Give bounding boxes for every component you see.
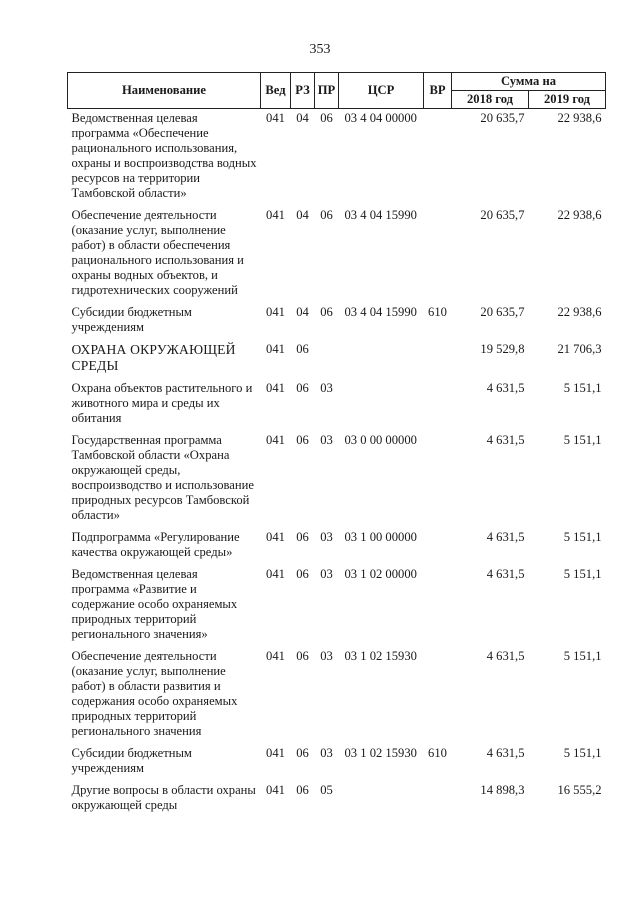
header-pr: ПР [315, 73, 339, 109]
row-ved: 041 [266, 783, 285, 797]
header-rz: РЗ [291, 73, 315, 109]
row-name: Другие вопросы в области охраны окружающей среды [71, 783, 256, 812]
page-number: 353 [309, 42, 331, 57]
row-sum-2019: 22 938,6 [557, 208, 602, 222]
row-pr: 05 [320, 783, 333, 797]
row-pr: 06 [320, 305, 333, 319]
row-pr: 06 [320, 208, 333, 222]
row-sum-2018: 20 635,7 [480, 111, 525, 125]
table-row [68, 744, 606, 781]
header-ved: Вед [261, 73, 291, 109]
row-name: Субсидии бюджетным учреждениям [71, 746, 192, 775]
table-header [68, 73, 606, 109]
table-row [68, 379, 606, 431]
row-sum-2019: 5 151,1 [563, 381, 602, 395]
row-csr: 03 0 00 00000 [344, 433, 417, 447]
row-sum-2018: 20 635,7 [480, 208, 525, 222]
row-csr [339, 379, 424, 431]
row-vr [424, 379, 452, 431]
row-csr: 03 1 00 00000 [344, 530, 417, 544]
row-name: Обеспечение деятельности (оказание услуг, выполнение работ) в области развития и содержания особо охраняемых природных территорий регионального значения [71, 649, 238, 738]
row-sum-2018: 4 631,5 [486, 746, 525, 760]
table-body [68, 109, 606, 819]
row-name: Субсидии бюджетным учреждениям [71, 305, 192, 334]
row-rz: 06 [296, 433, 309, 447]
table-row [68, 303, 606, 340]
row-vr: 610 [428, 746, 447, 760]
row-vr [424, 109, 452, 207]
row-sum-2019: 5 151,1 [563, 433, 602, 447]
header-sum: Сумма на [452, 73, 606, 91]
row-vr: 610 [428, 305, 447, 319]
row-name: Обеспечение деятельности (оказание услуг, выполнение работ) в области обеспечения рационального использования и охраны водных объектов, и гидротехнических сооружений [71, 208, 244, 297]
row-rz: 04 [296, 111, 309, 125]
row-name: Государственная программа Тамбовской области «Охрана окружающей среды, воспроизводство и использование природных ресурсов Тамбовской области» [71, 433, 254, 522]
row-rz: 06 [296, 342, 309, 356]
table-row [68, 528, 606, 565]
row-sum-2019: 21 706,3 [557, 342, 602, 356]
row-sum-2018: 20 635,7 [480, 305, 525, 319]
row-name: Ведомственная целевая программа «Обеспечение рационального использования, охраны и воспроизводства водных ресурсов на территории Тамбовской области» [71, 111, 257, 200]
row-sum-2019: 5 151,1 [563, 746, 602, 760]
row-ved: 041 [266, 208, 285, 222]
row-name: Ведомственная целевая программа «Развитие и содержание особо охраняемых природных территорий регионального значения» [71, 567, 238, 641]
row-ved: 041 [266, 305, 285, 319]
row-rz: 06 [296, 649, 309, 663]
table-row [68, 340, 606, 379]
row-sum-2018: 14 898,3 [480, 783, 525, 797]
table-row [68, 206, 606, 303]
row-pr: 03 [320, 649, 333, 663]
row-sum-2019: 5 151,1 [563, 649, 602, 663]
row-rz: 06 [296, 381, 309, 395]
header-year-2019: 2019 год [529, 91, 606, 109]
row-vr [424, 206, 452, 303]
row-rz: 06 [296, 567, 309, 581]
row-rz: 06 [296, 783, 309, 797]
row-csr: 03 4 04 15990 [344, 208, 417, 222]
row-name: ОХРАНА ОКРУЖАЮЩЕЙ СРЕДЫ [71, 342, 236, 373]
row-ved: 041 [266, 111, 285, 125]
header-csr: ЦСР [339, 73, 424, 109]
row-rz: 04 [296, 208, 309, 222]
row-sum-2018: 4 631,5 [486, 381, 525, 395]
row-rz: 04 [296, 305, 309, 319]
row-vr [424, 647, 452, 744]
row-sum-2018: 4 631,5 [486, 433, 525, 447]
row-csr: 03 1 02 15930 [344, 649, 417, 663]
row-csr: 03 4 04 15990 [344, 305, 417, 319]
row-sum-2018: 4 631,5 [486, 530, 525, 544]
row-rz: 06 [296, 746, 309, 760]
row-csr: 03 4 04 00000 [344, 111, 417, 125]
table-row [68, 109, 606, 207]
row-ved: 041 [266, 649, 285, 663]
row-pr: 03 [320, 433, 333, 447]
row-pr: 03 [320, 381, 333, 395]
header-vr: ВР [424, 73, 452, 109]
row-pr: 03 [320, 567, 333, 581]
row-ved: 041 [266, 433, 285, 447]
row-csr [339, 340, 424, 379]
header-name: Наименование [68, 73, 261, 109]
row-sum-2019: 22 938,6 [557, 111, 602, 125]
row-csr [339, 781, 424, 818]
row-sum-2019: 22 938,6 [557, 305, 602, 319]
row-pr: 06 [320, 111, 333, 125]
row-pr [315, 340, 339, 379]
row-rz: 06 [296, 530, 309, 544]
row-sum-2018: 4 631,5 [486, 649, 525, 663]
row-vr [424, 528, 452, 565]
header-year-2018: 2018 год [452, 91, 529, 109]
row-sum-2018: 19 529,8 [480, 342, 525, 356]
row-vr [424, 431, 452, 528]
table-row [68, 565, 606, 647]
row-pr: 03 [320, 746, 333, 760]
row-name: Охрана объектов растительного и животного мира и среды их обитания [71, 381, 253, 425]
row-vr [424, 781, 452, 818]
table-row [68, 781, 606, 818]
table-row [68, 431, 606, 528]
budget-table [67, 72, 606, 818]
row-csr: 03 1 02 00000 [344, 567, 417, 581]
row-name: Подпрограмма «Регулирование качества окружающей среды» [71, 530, 240, 559]
row-ved: 041 [266, 746, 285, 760]
row-sum-2019: 5 151,1 [563, 567, 602, 581]
row-ved: 041 [266, 342, 285, 356]
row-ved: 041 [266, 530, 285, 544]
row-pr: 03 [320, 530, 333, 544]
row-ved: 041 [266, 381, 285, 395]
row-vr [424, 340, 452, 379]
row-sum-2019: 16 555,2 [557, 783, 602, 797]
row-sum-2018: 4 631,5 [486, 567, 525, 581]
row-vr [424, 565, 452, 647]
row-csr: 03 1 02 15930 [344, 746, 417, 760]
row-sum-2019: 5 151,1 [563, 530, 602, 544]
row-ved: 041 [266, 567, 285, 581]
table-row [68, 647, 606, 744]
